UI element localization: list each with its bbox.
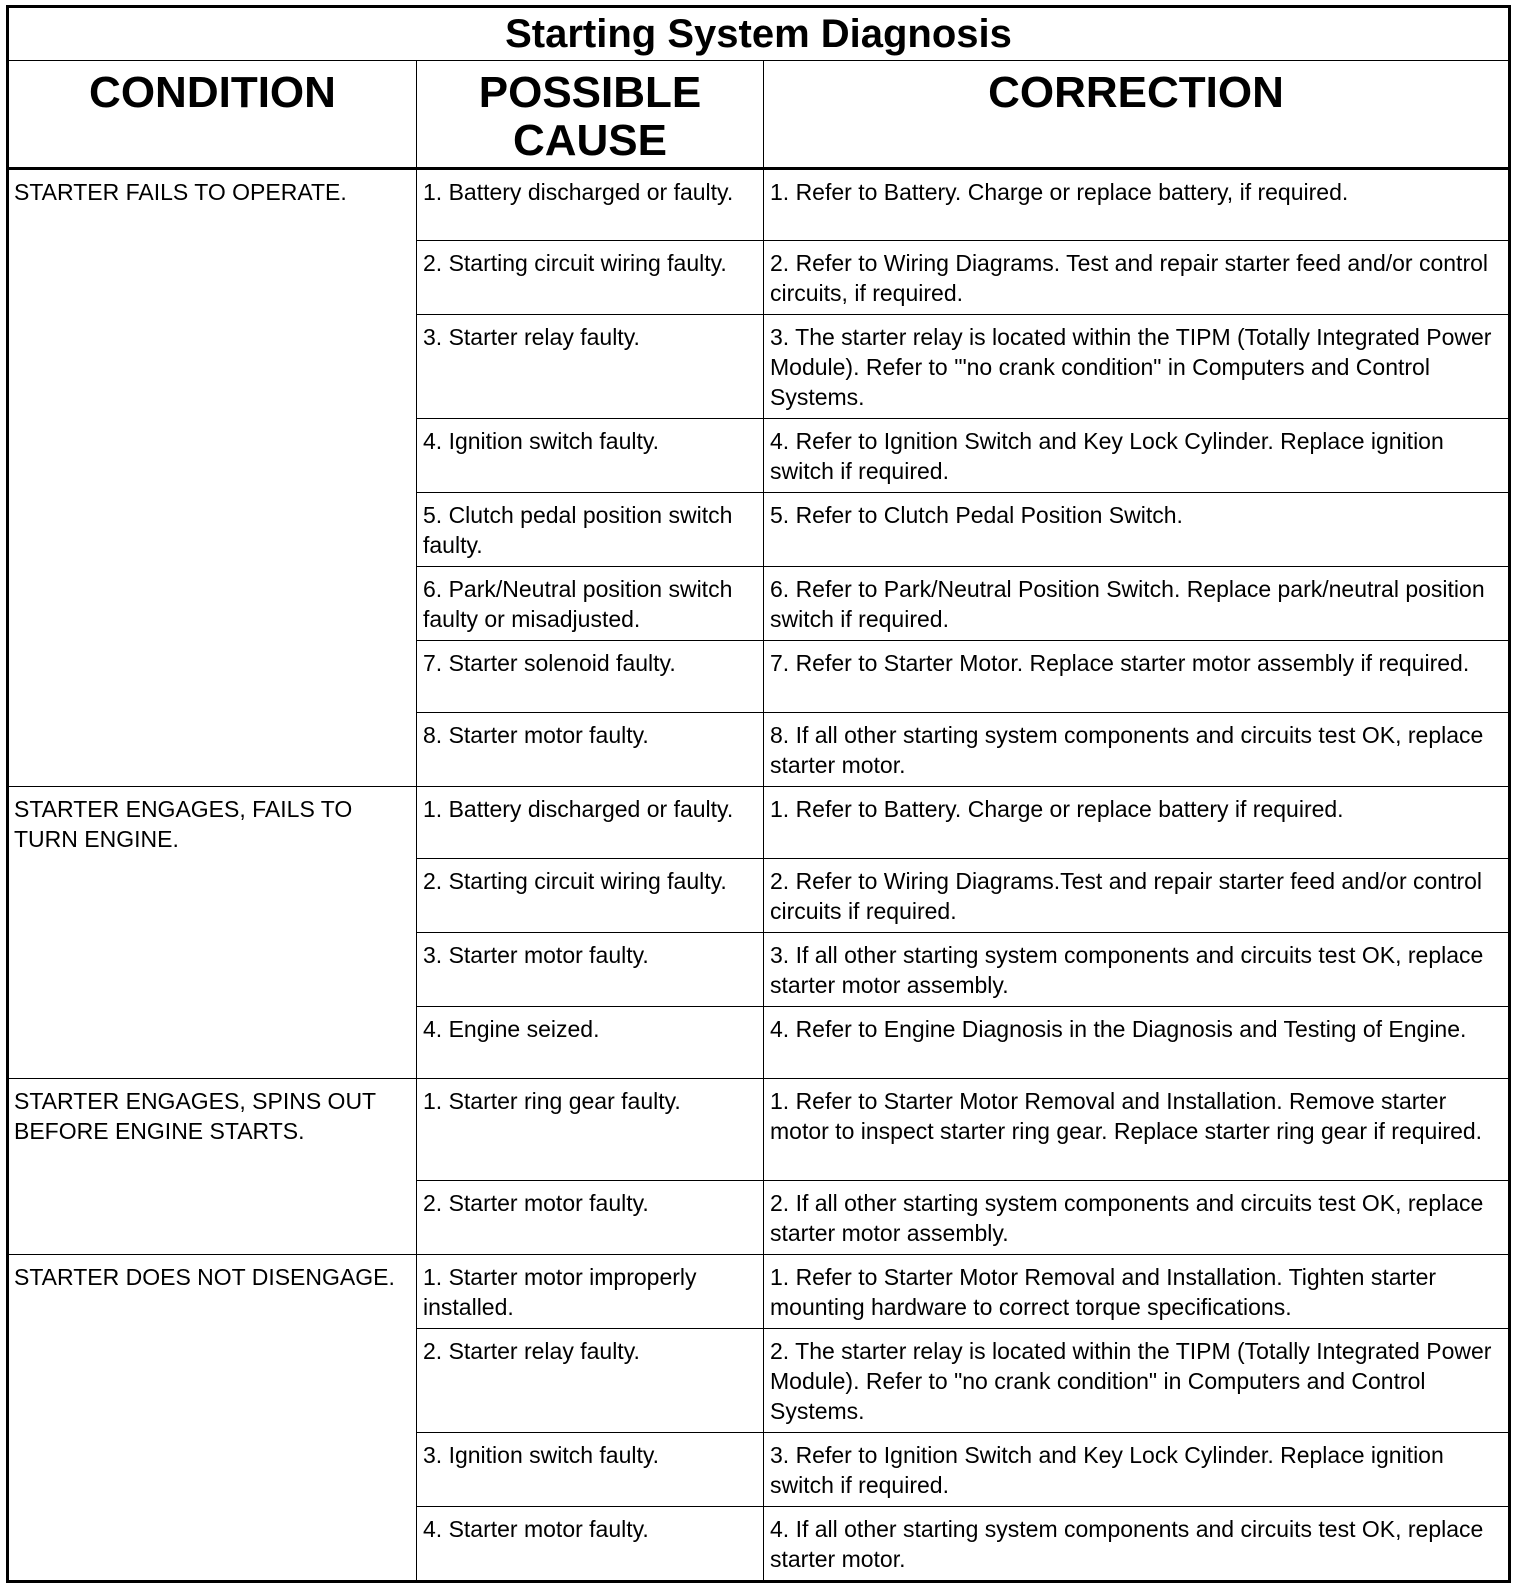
condition-cell bbox=[8, 1079, 417, 1255]
correction-text: 1. Refer to Starter Motor Removal and Installation. Remove starter motor to inspect starter ring gear. Replace starter ring gear if required. bbox=[770, 1088, 1483, 1144]
cause-text: 3. Starter motor faulty. bbox=[423, 942, 649, 968]
cause-text: 7. Starter solenoid faulty. bbox=[423, 650, 676, 676]
correction-cell bbox=[764, 419, 1510, 493]
correction-text: 2. The starter relay is located within the TIPM (Totally Integrated Power Module). Refer to "no crank condition" in Computers and Control Systems. bbox=[770, 1338, 1492, 1424]
correction-text: 6. Refer to Park/Neutral Position Switch. Replace park/neutral position switch if required. bbox=[770, 576, 1485, 632]
correction-cell bbox=[764, 567, 1510, 641]
cause-text: 8. Starter motor faulty. bbox=[423, 722, 649, 748]
cause-cell bbox=[417, 1507, 764, 1582]
correction-text: 1. Refer to Battery. Charge or replace battery, if required. bbox=[770, 179, 1349, 205]
cause-cell bbox=[417, 1433, 764, 1507]
table-row bbox=[8, 1255, 1510, 1329]
correction-cell bbox=[764, 315, 1510, 419]
correction-text: 7. Refer to Starter Motor. Replace starter motor assembly if required. bbox=[770, 650, 1470, 676]
correction-cell bbox=[764, 1079, 1510, 1181]
correction-text: 1. Refer to Battery. Charge or replace battery if required. bbox=[770, 796, 1344, 822]
header-correction: CORRECTION bbox=[764, 61, 1510, 169]
cause-text: 3. Starter relay faulty. bbox=[423, 324, 640, 350]
correction-cell bbox=[764, 933, 1510, 1007]
cause-cell bbox=[417, 1007, 764, 1079]
cause-cell bbox=[417, 859, 764, 933]
condition-text: STARTER ENGAGES, SPINS OUT BEFORE ENGINE STARTS. bbox=[14, 1088, 376, 1144]
cause-text: 2. Starting circuit wiring faulty. bbox=[423, 250, 727, 276]
correction-cell bbox=[764, 1507, 1510, 1582]
correction-text: 2. Refer to Wiring Diagrams. Test and repair starter feed and/or control circuits, if required. bbox=[770, 250, 1489, 306]
table-title: Starting System Diagnosis bbox=[8, 7, 1510, 61]
cause-text: 4. Ignition switch faulty. bbox=[423, 428, 660, 454]
cause-cell bbox=[417, 787, 764, 859]
condition-cell bbox=[8, 1255, 417, 1582]
table-row bbox=[8, 787, 1510, 859]
correction-cell bbox=[764, 641, 1510, 713]
correction-cell bbox=[764, 1007, 1510, 1079]
correction-cell bbox=[764, 713, 1510, 787]
cause-cell bbox=[417, 1181, 764, 1255]
correction-cell bbox=[764, 1181, 1510, 1255]
correction-cell bbox=[764, 1255, 1510, 1329]
condition-text: STARTER DOES NOT DISENGAGE. bbox=[14, 1264, 395, 1290]
condition-cell bbox=[8, 169, 417, 787]
table-row bbox=[8, 169, 1510, 241]
correction-text: 3. The starter relay is located within the TIPM (Totally Integrated Power Module). Refer to '"no crank condition" in Computers and Control Systems. bbox=[770, 324, 1492, 410]
cause-cell bbox=[417, 169, 764, 241]
cause-cell bbox=[417, 641, 764, 713]
condition-text: STARTER ENGAGES, FAILS TO TURN ENGINE. bbox=[14, 796, 353, 852]
cause-cell bbox=[417, 567, 764, 641]
cause-text: 1. Battery discharged or faulty. bbox=[423, 179, 734, 205]
cause-text: 2. Starter motor faulty. bbox=[423, 1190, 649, 1216]
cause-text: 5. Clutch pedal position switch faulty. bbox=[423, 502, 733, 558]
cause-text: 3. Ignition switch faulty. bbox=[423, 1442, 660, 1468]
cause-text: 4. Engine seized. bbox=[423, 1016, 600, 1042]
cause-text: 1. Starter motor improperly installed. bbox=[423, 1264, 697, 1320]
correction-text: 4. Refer to Ignition Switch and Key Lock Cylinder. Replace ignition switch if required. bbox=[770, 428, 1444, 484]
correction-cell bbox=[764, 859, 1510, 933]
correction-text: 5. Refer to Clutch Pedal Position Switch. bbox=[770, 502, 1183, 528]
cause-cell bbox=[417, 315, 764, 419]
cause-text: 1. Battery discharged or faulty. bbox=[423, 796, 734, 822]
correction-cell bbox=[764, 1329, 1510, 1433]
correction-text: 4. If all other starting system components and circuits test OK, replace starter motor. bbox=[770, 1516, 1484, 1572]
correction-text: 8. If all other starting system components and circuits test OK, replace starter motor. bbox=[770, 722, 1484, 778]
header-possible-cause: POSSIBLE CAUSE bbox=[417, 61, 764, 169]
cause-cell bbox=[417, 933, 764, 1007]
table-row bbox=[8, 1079, 1510, 1181]
correction-cell bbox=[764, 241, 1510, 315]
correction-cell bbox=[764, 1433, 1510, 1507]
correction-text: 1. Refer to Starter Motor Removal and Installation. Tighten starter mounting hardware to correct torque specifications. bbox=[770, 1264, 1437, 1320]
cause-cell bbox=[417, 1079, 764, 1181]
cause-cell bbox=[417, 1329, 764, 1433]
cause-cell bbox=[417, 1255, 764, 1329]
cause-text: 4. Starter motor faulty. bbox=[423, 1516, 649, 1542]
correction-text: 3. If all other starting system components and circuits test OK, replace starter motor assembly. bbox=[770, 942, 1484, 998]
correction-cell bbox=[764, 169, 1510, 241]
correction-text: 2. Refer to Wiring Diagrams.Test and repair starter feed and/or control circuits if required. bbox=[770, 868, 1483, 924]
header-condition: CONDITION bbox=[8, 61, 417, 169]
condition-text: STARTER FAILS TO OPERATE. bbox=[14, 179, 347, 205]
condition-cell bbox=[8, 787, 417, 1079]
correction-text: 2. If all other starting system components and circuits test OK, replace starter motor assembly. bbox=[770, 1190, 1484, 1246]
cause-cell bbox=[417, 493, 764, 567]
correction-cell bbox=[764, 493, 1510, 567]
diagnosis-table bbox=[6, 5, 1511, 1583]
correction-text: 3. Refer to Ignition Switch and Key Lock Cylinder. Replace ignition switch if required. bbox=[770, 1442, 1444, 1498]
cause-text: 6. Park/Neutral position switch faulty or misadjusted. bbox=[423, 576, 733, 632]
correction-cell bbox=[764, 787, 1510, 859]
cause-cell bbox=[417, 419, 764, 493]
cause-text: 2. Starting circuit wiring faulty. bbox=[423, 868, 727, 894]
cause-cell bbox=[417, 713, 764, 787]
correction-text: 4. Refer to Engine Diagnosis in the Diagnosis and Testing of Engine. bbox=[770, 1016, 1467, 1042]
cause-text: 1. Starter ring gear faulty. bbox=[423, 1088, 681, 1114]
cause-cell bbox=[417, 241, 764, 315]
cause-text: 2. Starter relay faulty. bbox=[423, 1338, 640, 1364]
